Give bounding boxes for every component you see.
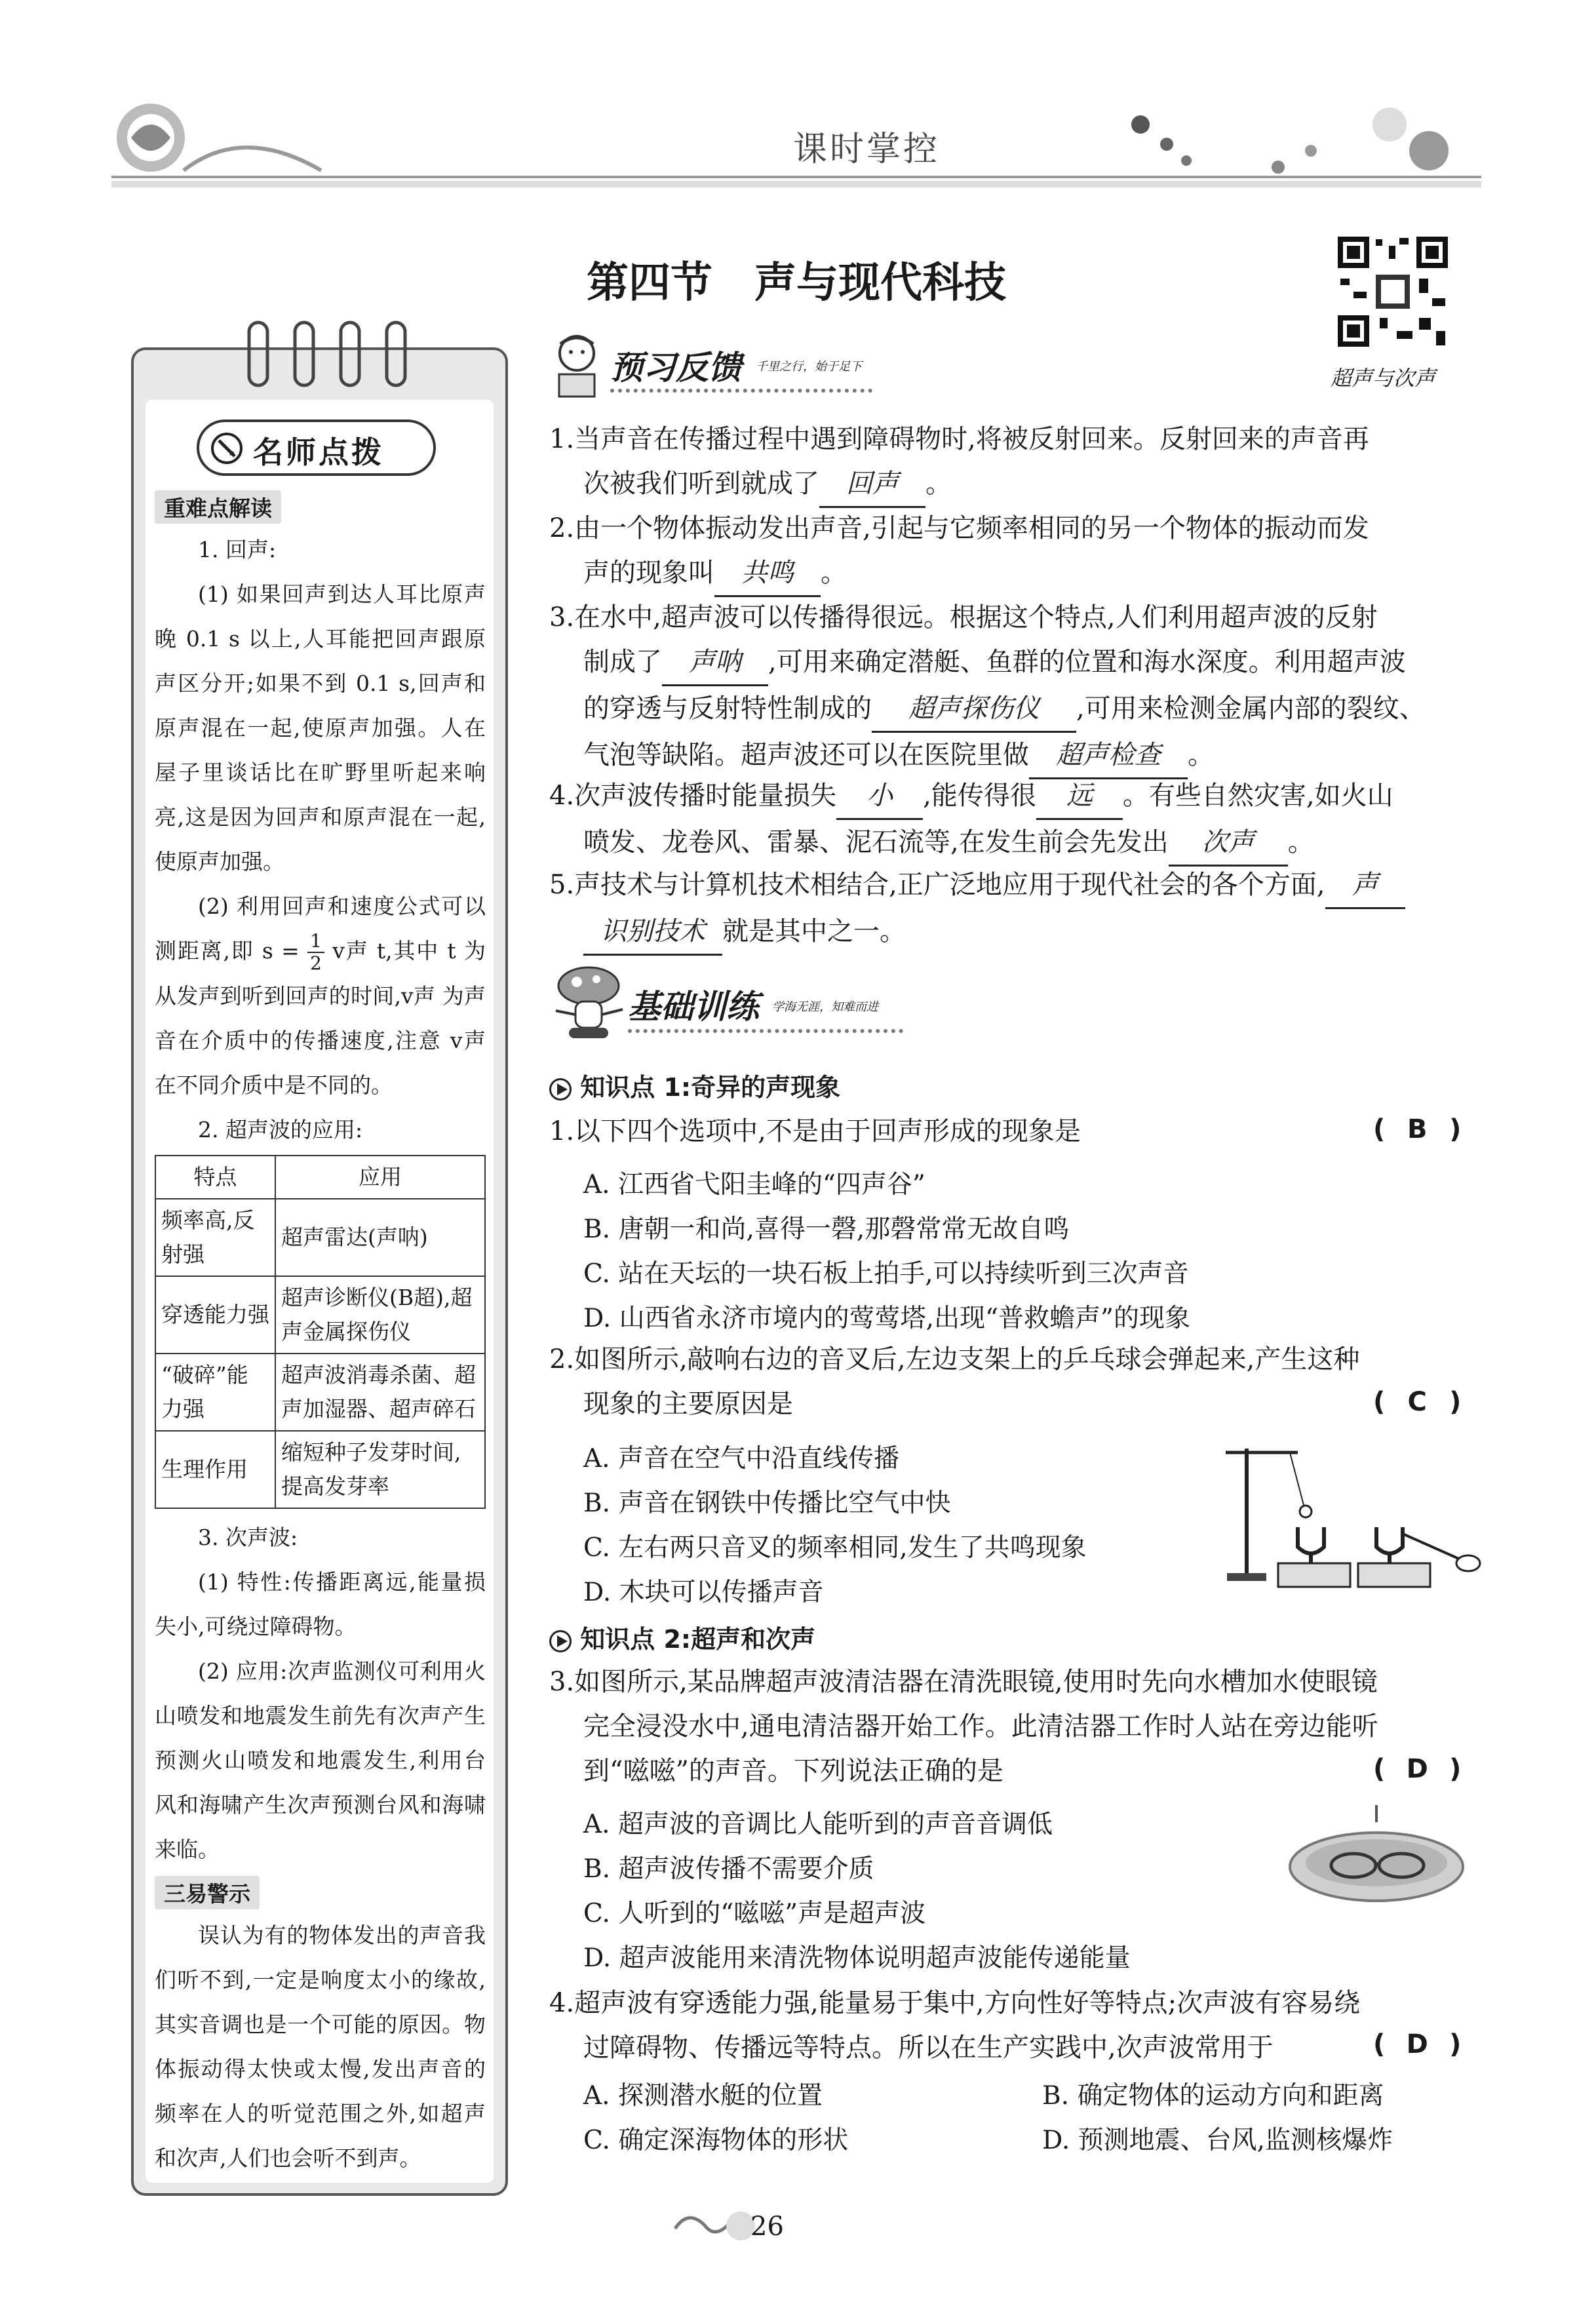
question-4-answer[interactable]: ( D ) <box>1373 2029 1462 2059</box>
item-text: 的穿透与反射特性制成的 <box>583 693 872 724</box>
tag-warnings: 三易警示 <box>155 1876 260 1909</box>
item-text: 。 <box>821 558 847 588</box>
basic-banner-motto: 学海无涯，知难而进 <box>772 1000 878 1014</box>
table-row <box>155 1199 485 1276</box>
question-number: 4. <box>549 1988 575 2018</box>
mushroom-character-icon <box>549 964 628 1042</box>
header-title: 课时掌控 <box>793 130 941 169</box>
ultrasonic-cleaner-photo <box>1285 1803 1468 1910</box>
table-row <box>155 1354 485 1431</box>
girl-reading-icon <box>547 331 606 403</box>
echo-para-2-a: (2) 利用回声和速度公式可以测距离,即 s = <box>155 893 486 964</box>
q1-option-a[interactable]: A. 江西省弋阳圭峰的“四声谷” <box>583 1170 925 1199</box>
table-cell: 生理作用 <box>155 1431 275 1508</box>
play-icon <box>549 1078 572 1101</box>
table-row <box>155 1431 485 1508</box>
item-number: 4. <box>549 781 575 811</box>
answer-blank[interactable]: 声呐 <box>662 640 768 686</box>
question-3-answer[interactable]: ( D ) <box>1373 1754 1462 1784</box>
item-text: 喷发、龙卷风、雷暴、泥石流等,在发生前会先发出 <box>583 827 1169 857</box>
knowledge-point-2-label: 知识点 2:超声和次声 <box>580 1625 816 1654</box>
q4-option-b[interactable]: B. 确定物体的运动方向和距离 <box>1042 2081 1384 2111</box>
answer-blank[interactable]: 小 <box>836 773 923 820</box>
preview-banner <box>547 331 914 403</box>
ultrasound-heading: 2. 超声波的应用: <box>198 1117 363 1142</box>
table-cell: 穿透能力强 <box>155 1276 275 1354</box>
q1-option-c[interactable]: C. 站在天坛的一块石板上拍手,可以持续听到三次声音 <box>583 1259 1189 1289</box>
preview-banner-title: 预习反馈 <box>610 349 741 387</box>
question-2-answer[interactable]: ( C ) <box>1373 1387 1462 1417</box>
answer-blank[interactable]: 回声 <box>819 461 925 508</box>
q4-option-d[interactable]: D. 预测地震、台风,监测核爆炸 <box>1042 2126 1393 2155</box>
answer-blank[interactable]: 超声检查 <box>1029 733 1188 779</box>
item-number: 5. <box>549 870 575 900</box>
item-number: 2. <box>549 513 575 543</box>
question-1-answer[interactable]: ( B ) <box>1373 1114 1462 1144</box>
question-stem: 如图所示,敲响右边的音叉后,左边支架上的乒乓球会弹起来,产生这种 <box>574 1344 1360 1374</box>
preview-item-5 <box>549 863 1480 956</box>
question-stem: 超声波有穿透能力强,能量易于集中,方向性好等特点;次声波有容易绕 <box>574 1988 1361 2018</box>
item-text: 制成了 <box>583 647 662 677</box>
preview-banner-motto: 千里之行，始于足下 <box>756 360 862 374</box>
answer-blank[interactable]: 超声探伤仪 <box>872 686 1076 733</box>
item-text: ,可用来检测金属内部的裂纹、 <box>1076 693 1426 724</box>
infrasound-heading: 3. 次声波: <box>198 1525 298 1550</box>
question-stem: 以下四个选项中,不是由于回声形成的现象是 <box>574 1116 1081 1146</box>
question-stem: 过障碍物、传播远等特点。所以在生产实践中,次声波常用于 <box>583 2033 1274 2063</box>
sidebar-content <box>155 490 486 2181</box>
infrasound-para-1: (1) 特性:传播距离远,能量损失小,可绕过障碍物。 <box>155 1569 486 1639</box>
table-cell: “破碎”能力强 <box>155 1354 275 1431</box>
answer-blank[interactable]: 次声 <box>1169 820 1288 867</box>
table-cell: 缩短种子发芽时间,提高发芽率 <box>275 1431 485 1508</box>
question-stem: 完全浸没水中,通电清洁器开始工作。此清洁器工作时人站在旁边能听 <box>583 1711 1378 1742</box>
q4-option-c[interactable]: C. 确定深海物体的形状 <box>583 2126 849 2155</box>
answer-blank[interactable]: 识别技术 <box>583 909 722 956</box>
question-number: 3. <box>549 1667 575 1697</box>
item-text: 声技术与计算机技术相结合,正广泛地应用于现代社会的各个方面, <box>574 870 1325 900</box>
question-1 <box>549 1109 1480 1154</box>
item-text: 。有些自然灾害,如火山 <box>1122 781 1393 811</box>
table-row <box>155 1276 485 1354</box>
q3-option-b[interactable]: B. 超声波传播不需要介质 <box>583 1854 874 1884</box>
item-text: 在水中,超声波可以传播得很远。根据这个特点,人们利用超声波的反射 <box>574 602 1378 633</box>
item-text: ,能传得很 <box>923 781 1036 811</box>
preview-item-2 <box>549 506 1480 597</box>
q3-option-d[interactable]: D. 超声波能用来清洗物体说明超声波能传递能量 <box>583 1943 1131 1973</box>
q2-option-b[interactable]: B. 声音在钢铁中传播比空气中快 <box>583 1489 951 1518</box>
echo-para-2-b: v声 t,其中 t 为从发声到听到回声的时间,v声 为声音在介质中的传播速度,注意 v声 在不同介质中是不同的。 <box>155 938 486 1098</box>
binder-rings <box>243 320 413 395</box>
item-number: 3. <box>549 602 575 633</box>
question-number: 1. <box>549 1116 575 1146</box>
echo-para-2 <box>155 884 486 1108</box>
knowledge-point-1-label: 知识点 1:奇异的声现象 <box>580 1073 841 1102</box>
item-text: 次被我们听到就成了 <box>583 469 819 499</box>
q4-option-a[interactable]: A. 探测潜水艇的位置 <box>583 2081 823 2111</box>
preview-item-4 <box>549 773 1480 867</box>
question-2 <box>549 1337 1480 1426</box>
table-header-application: 应用 <box>275 1156 485 1199</box>
answer-letter: D <box>1406 1754 1428 1784</box>
question-number: 2. <box>549 1344 575 1374</box>
section-title: 第四节 声与现代科技 <box>587 259 1006 307</box>
table-cell: 超声波消毒杀菌、超声加湿器、超声碎石 <box>275 1354 485 1431</box>
item-text: 当声音在传播过程中遇到障碍物时,将被反射回来。反射回来的声音再 <box>574 424 1369 454</box>
table-header-feature: 特点 <box>155 1156 275 1199</box>
q2-option-d[interactable]: D. 木块可以传播声音 <box>583 1578 824 1607</box>
tag-key-points: 重难点解读 <box>155 490 281 524</box>
answer-letter: D <box>1406 2029 1428 2059</box>
qr-caption: 超声与次声 <box>1331 366 1436 391</box>
play-icon <box>549 1630 572 1652</box>
item-text: 次声波传播时能量损失 <box>574 781 837 811</box>
item-text: 就是其中之一。 <box>722 916 906 946</box>
page-number: 26 <box>750 2212 784 2242</box>
question-4 <box>549 1981 1480 2070</box>
basic-banner <box>549 964 956 1042</box>
answer-blank[interactable]: 远 <box>1036 773 1123 820</box>
tuning-fork-figure <box>1219 1429 1488 1595</box>
answer-letter: B <box>1407 1114 1428 1144</box>
item-text: 。 <box>1188 740 1214 770</box>
table-cell: 频率高,反射强 <box>155 1199 275 1276</box>
sidebar-title: 名师点拨 <box>253 435 384 470</box>
q1-option-b[interactable]: B. 唐朝一和尚,喜得一磬,那磬常常无故自鸣 <box>583 1215 1070 1244</box>
knowledge-point-1 <box>549 1067 840 1103</box>
question-stem: 现象的主要原因是 <box>583 1389 793 1419</box>
question-stem: 到“嗞嗞”的声音。下列说法正确的是 <box>583 1756 1003 1786</box>
infrasound-para-2: (2) 应用:次声监测仪可利用火山喷发和地震发生前先有次声产生预测火山喷发和地震发生,利用台风和海啸产生次声预测台风和海啸来临。 <box>155 1658 486 1862</box>
q3-option-a[interactable]: A. 超声波的音调比人能听到的声音音调低 <box>583 1810 1053 1839</box>
q1-option-d[interactable]: D. 山西省永济市境内的莺莺塔,出现“普救蟾声”的现象 <box>583 1304 1190 1333</box>
answer-blank[interactable]: 共鸣 <box>714 551 821 597</box>
question-stem: 如图所示,某品牌超声波清洁器在清洗眼镜,使用时先向水槽加水使眼镜 <box>574 1667 1378 1697</box>
fraction <box>307 931 324 974</box>
answer-blank[interactable]: 声 <box>1325 863 1405 909</box>
pen-icon <box>210 431 244 468</box>
table-cell: 超声雷达(声呐) <box>275 1199 485 1276</box>
question-3 <box>549 1660 1480 1793</box>
knowledge-point-2 <box>549 1619 815 1655</box>
item-number: 1. <box>549 424 575 454</box>
item-text: 声的现象叫 <box>583 558 714 588</box>
item-text: 气泡等缺陷。超声波还可以在医院里做 <box>583 740 1029 770</box>
qr-code[interactable] <box>1334 233 1452 351</box>
sidebar-title-box <box>197 419 436 476</box>
preview-item-1 <box>549 417 1480 508</box>
fraction-numerator: 1 <box>307 931 324 953</box>
warning-para: 误认为有的物体发出的声音我们听不到,一定是响度太小的缘故,其实音调也是一个可能的原因。物体振动得太快或太慢,发出声音的频率在人的听觉范围之外,如超声和次声,人们也会听不到声。 <box>155 1922 486 2171</box>
basic-banner-title: 基础训练 <box>628 988 759 1026</box>
item-text: 。 <box>925 469 952 499</box>
fraction-denominator: 2 <box>310 952 322 974</box>
q2-option-c[interactable]: C. 左右两只音叉的频率相同,发生了共鸣现象 <box>583 1533 1087 1563</box>
echo-heading: 1. 回声: <box>198 537 277 562</box>
q2-option-a[interactable]: A. 声音在空气中沿直线传播 <box>583 1444 899 1473</box>
echo-para-1: (1) 如果回声到达人耳比原声晚 0.1 s 以上,人耳能把回声跟原声区分开;如果不到 0.1 s,回声和原声混在一起,使原声加强。人在屋子里谈话比在旷野里听起来响亮,这是因为回声和原声混在一起,使原声加强。 <box>155 581 486 874</box>
item-text: ,可用来确定潜艇、鱼群的位置和海水深度。利用超声波 <box>768 647 1406 677</box>
preview-item-3 <box>549 595 1480 779</box>
answer-letter: C <box>1407 1387 1427 1417</box>
item-text: 由一个物体振动发出声音,引起与它频率相同的另一个物体的振动而发 <box>574 513 1369 543</box>
item-text: 。 <box>1287 827 1314 857</box>
table-cell: 超声诊断仪(B超),超声金属探伤仪 <box>275 1276 485 1354</box>
q3-option-c[interactable]: C. 人听到的“嗞嗞”声是超声波 <box>583 1899 926 1928</box>
ultrasound-table <box>155 1155 486 1509</box>
